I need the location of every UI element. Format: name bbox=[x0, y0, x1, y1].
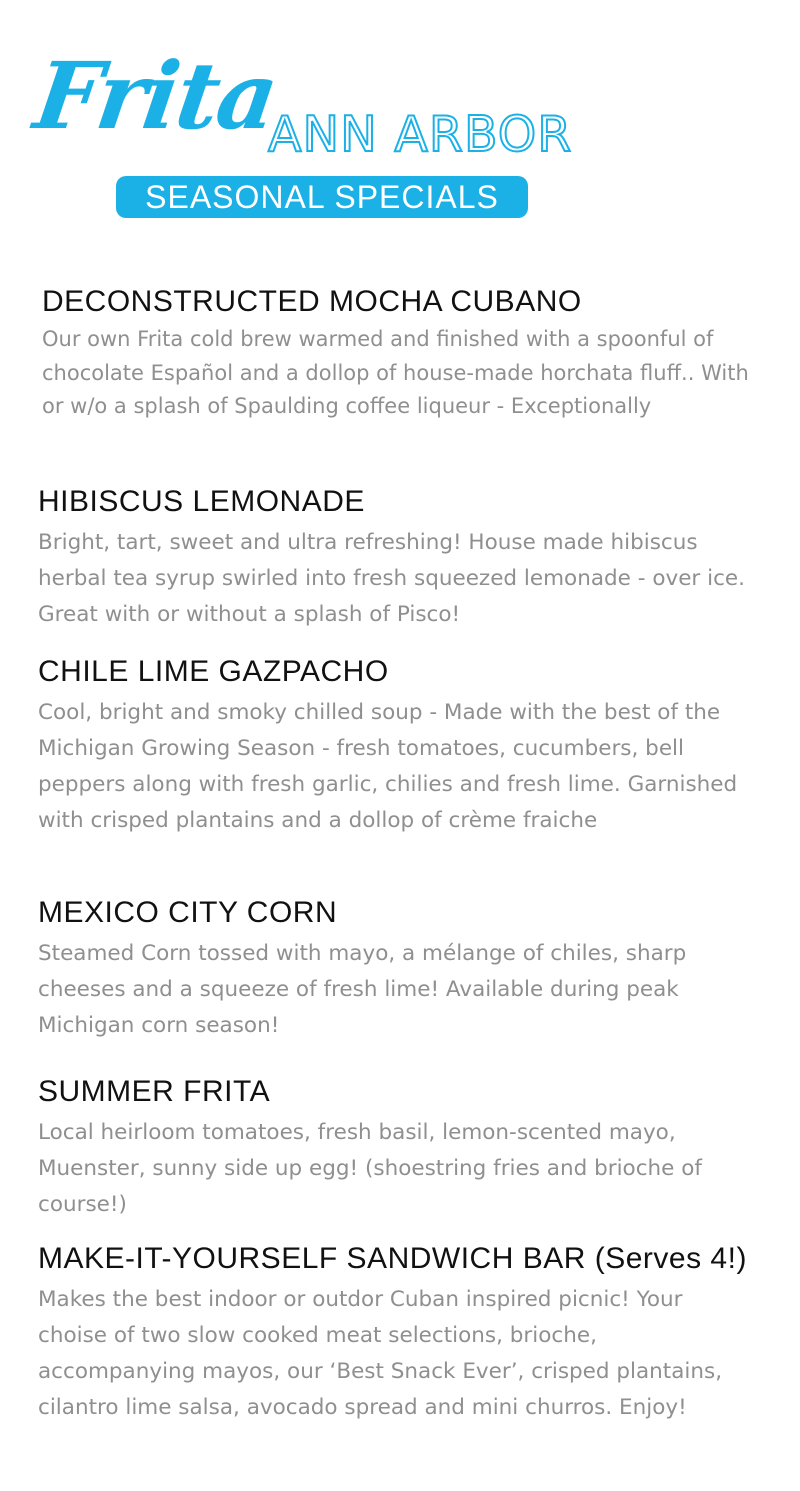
menu-item-description: Steamed Corn tossed with mayo, a mélange of chiles, sharp cheeses and a squeeze of fresh lime! Available during peak Michigan corn season! bbox=[38, 941, 687, 1038]
menu-item bbox=[38, 655, 758, 839]
menu-item-description: Bright, tart, sweet and ultra refreshing! House made hibiscus herbal tea syrup swirled into fresh squeezed lemonade - over ice. Great with or without a splash of Pisco! bbox=[38, 530, 745, 627]
menu-item bbox=[42, 285, 760, 453]
location-title: ANN ARBOR bbox=[268, 106, 573, 163]
seasonal-specials-banner: SEASONAL SPECIALS bbox=[116, 176, 528, 218]
menu-item-description: Makes the best indoor or outdor Cuban inspired picnic! Your choise of two slow cooked meat selections, brioche, accompanying mayos, our ‘Best Snack Ever’, crisped plantains, cilantro lime salsa, avocado spread and mini churros. Enjoy! bbox=[38, 1287, 723, 1420]
menu-item-name: SUMMER FRITA bbox=[38, 1075, 271, 1108]
menu-item bbox=[38, 1075, 758, 1223]
menu-item-name: HIBISCUS LEMONADE bbox=[38, 485, 365, 518]
menu-item bbox=[38, 896, 758, 1044]
menu-item-description: Local heirloom tomatoes, fresh basil, lemon-scented mayo, Muenster, sunny side up egg! (shoestring fries and brioche of course!) bbox=[38, 1120, 702, 1217]
menu-item bbox=[38, 485, 758, 633]
menu-header bbox=[28, 42, 636, 225]
menu-item-description: Our own Frita cold brew warmed and finished with a spoonful of chocolate Español and a dollop of house-made horchata fluff.. With or w/o a splash of Spaulding coffee liqueur - Exceptionally bbox=[42, 327, 749, 418]
menu-item-name: CHILE LIME GAZPACHO bbox=[38, 655, 389, 688]
menu-item-name: MEXICO CITY CORN bbox=[38, 896, 338, 929]
frita-logo: Frita bbox=[28, 42, 283, 150]
menu-item bbox=[38, 1242, 758, 1426]
menu-item-description: Cool, bright and smoky chilled soup - Made with the best of the Michigan Growing Season - fresh tomatoes, cucumbers, bell peppers along with fresh garlic, chilies and fresh lime. Garnished with crisped plantains and a dollop of crème fraiche bbox=[38, 700, 738, 833]
menu-item-name: DECONSTRUCTED MOCHA CUBANO bbox=[42, 285, 582, 318]
menu-item-name: MAKE-IT-YOURSELF SANDWICH BAR (Serves 4!) bbox=[38, 1242, 747, 1275]
